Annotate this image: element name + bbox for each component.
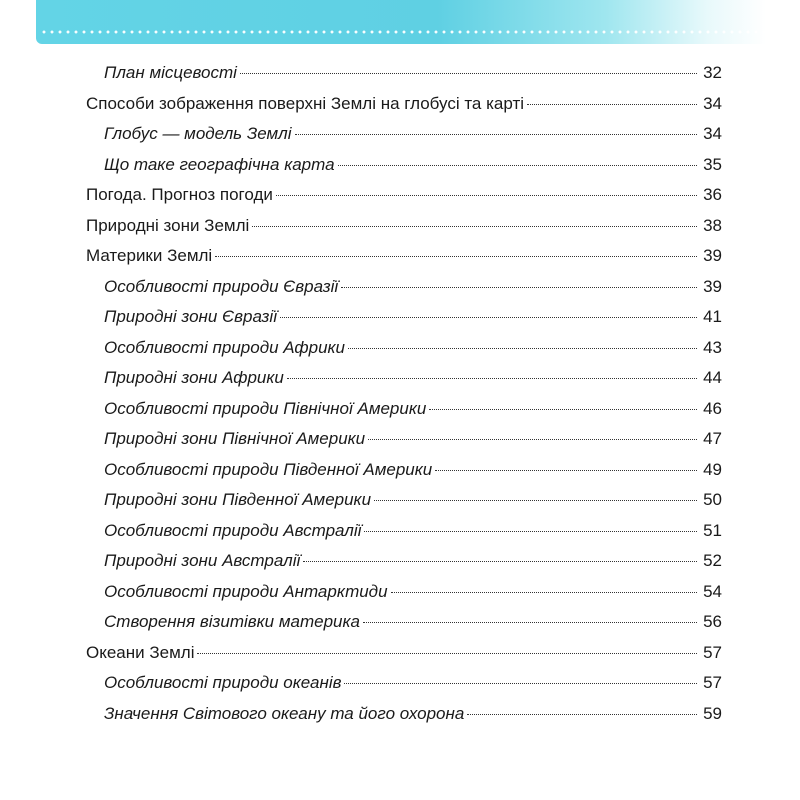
toc-page-number: 34 bbox=[703, 124, 722, 143]
toc-dot-leader bbox=[348, 348, 697, 349]
toc-entry-title: План місцевості bbox=[104, 63, 237, 82]
toc-page-number: 56 bbox=[703, 612, 722, 631]
toc-page-number: 39 bbox=[703, 276, 722, 296]
toc-page-number: 52 bbox=[703, 551, 722, 570]
toc-entry-title: Природні зони Євразії bbox=[104, 307, 277, 326]
toc-entry-title: Особливості природи Африки bbox=[104, 337, 346, 357]
toc-entry[interactable] bbox=[86, 394, 722, 425]
toc-entry[interactable] bbox=[86, 455, 722, 486]
toc-entry[interactable] bbox=[86, 516, 722, 547]
toc-page-number: 43 bbox=[703, 337, 722, 357]
toc-page-number: 49 bbox=[703, 459, 722, 479]
toc-entry-title: Особливості природи Північної Америки bbox=[104, 398, 427, 418]
toc-page-number: 44 bbox=[703, 368, 722, 387]
toc-page-number: 57 bbox=[703, 673, 722, 692]
toc-page-number: 32 bbox=[703, 63, 722, 82]
toc-dot-leader bbox=[215, 256, 697, 257]
toc-entry-title: Що таке географічна карта bbox=[104, 154, 335, 174]
toc-page-number: 36 bbox=[703, 185, 722, 204]
toc-page-number: 59 bbox=[703, 703, 722, 723]
header-banner bbox=[36, 0, 766, 44]
toc-entry-title: Особливості природи океанів bbox=[104, 673, 342, 692]
toc-entry[interactable] bbox=[86, 363, 722, 394]
toc-dot-leader bbox=[280, 317, 697, 318]
toc-dot-leader bbox=[252, 226, 697, 227]
toc-dot-leader bbox=[295, 134, 697, 135]
toc-entry[interactable] bbox=[86, 638, 722, 669]
toc-dot-leader bbox=[276, 195, 697, 196]
toc-entry[interactable] bbox=[86, 424, 722, 455]
toc-entry-title: Способи зображення поверхні Землі на глобусі та карті bbox=[86, 93, 525, 113]
toc-entry-title: Природні зони Африки bbox=[104, 368, 284, 387]
toc-page-number: 34 bbox=[703, 93, 722, 113]
toc-entry[interactable] bbox=[86, 485, 722, 516]
toc-entry[interactable] bbox=[86, 333, 722, 364]
toc-dot-leader bbox=[363, 622, 697, 623]
toc-dot-leader bbox=[364, 531, 697, 532]
table-of-contents bbox=[86, 58, 722, 729]
toc-page-number: 54 bbox=[703, 581, 722, 601]
toc-entry[interactable] bbox=[86, 546, 722, 577]
toc-entry-title: Природні зони Землі bbox=[86, 215, 250, 235]
toc-page-number: 35 bbox=[703, 154, 722, 174]
toc-entry[interactable] bbox=[86, 180, 722, 211]
toc-dot-leader bbox=[435, 470, 697, 471]
toc-dot-leader bbox=[344, 683, 697, 684]
toc-page-number: 57 bbox=[703, 642, 722, 662]
toc-entry[interactable] bbox=[86, 699, 722, 730]
toc-entry[interactable] bbox=[86, 577, 722, 608]
toc-entry-title: Природні зони Північної Америки bbox=[104, 429, 366, 448]
toc-dot-leader bbox=[303, 561, 697, 562]
toc-entry[interactable] bbox=[86, 668, 722, 699]
toc-entry-title: Океани Землі bbox=[86, 642, 195, 662]
toc-entry-title: Природні зони Південної Америки bbox=[104, 490, 372, 509]
toc-page-number: 47 bbox=[703, 429, 722, 448]
toc-dot-leader bbox=[338, 165, 697, 166]
toc-entry[interactable] bbox=[86, 607, 722, 638]
toc-dot-leader bbox=[368, 439, 697, 440]
toc-entry-title: Природні зони Австралії bbox=[104, 551, 301, 570]
toc-entry-title: Погода. Прогноз погоди bbox=[86, 185, 273, 204]
toc-entry-title: Особливості природи Антарктиди bbox=[104, 581, 388, 601]
toc-dot-leader bbox=[341, 287, 697, 288]
toc-page-number: 46 bbox=[703, 398, 722, 418]
toc-page-number: 39 bbox=[703, 246, 722, 265]
toc-page-number: 51 bbox=[703, 520, 722, 540]
toc-entry[interactable] bbox=[86, 302, 722, 333]
toc-entry[interactable] bbox=[86, 89, 722, 120]
toc-entry[interactable] bbox=[86, 211, 722, 242]
toc-entry-title: Створення візитівки материка bbox=[104, 612, 360, 631]
toc-dot-leader bbox=[467, 714, 697, 715]
toc-dot-leader bbox=[391, 592, 697, 593]
toc-dot-leader bbox=[287, 378, 697, 379]
toc-dot-leader bbox=[197, 653, 697, 654]
toc-dot-leader bbox=[240, 73, 697, 74]
toc-entry-title: Особливості природи Південної Америки bbox=[104, 459, 433, 479]
toc-dot-leader bbox=[527, 104, 697, 105]
toc-entry-title: Материки Землі bbox=[86, 246, 213, 265]
toc-page-number: 38 bbox=[703, 215, 722, 235]
toc-entry[interactable] bbox=[86, 119, 722, 150]
toc-page-number: 50 bbox=[703, 490, 722, 509]
toc-entry-title: Глобус — модель Землі bbox=[104, 124, 292, 143]
toc-entry-title: Особливості природи Австралії bbox=[104, 520, 362, 540]
toc-entry-title: Значення Світового океану та його охорона bbox=[104, 703, 465, 723]
banner-dotted-border bbox=[40, 30, 766, 34]
toc-entry[interactable] bbox=[86, 58, 722, 89]
toc-entry[interactable] bbox=[86, 150, 722, 181]
toc-entry-title: Особливості природи Євразії bbox=[104, 276, 339, 296]
toc-entry[interactable] bbox=[86, 241, 722, 272]
toc-page-number: 41 bbox=[703, 307, 722, 326]
toc-dot-leader bbox=[429, 409, 697, 410]
toc-dot-leader bbox=[374, 500, 697, 501]
toc-entry[interactable] bbox=[86, 272, 722, 303]
